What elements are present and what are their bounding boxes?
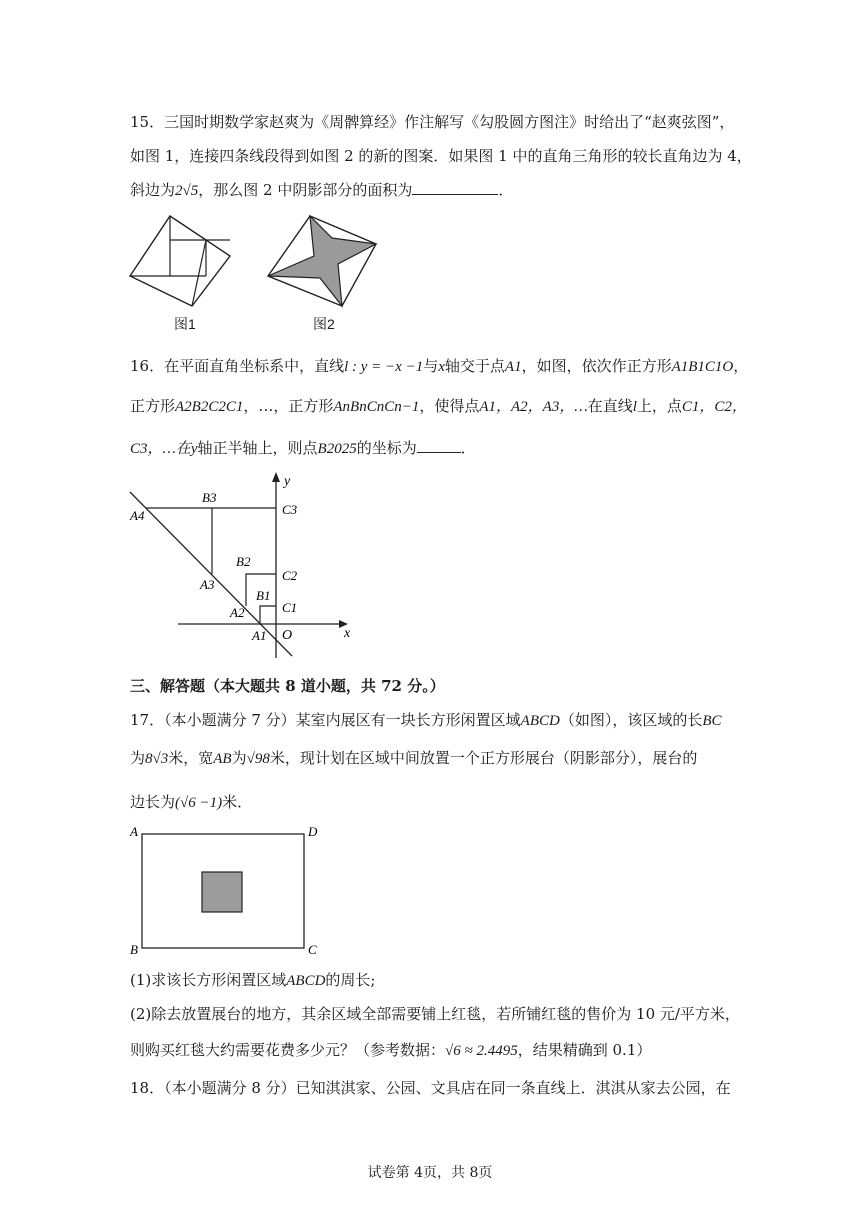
q17-line-3: 边长为(√6 −1)米． <box>130 793 253 811</box>
q17-part-2-line-1: (2)除去放置展台的地方，其余区域全部需要铺上红毯，若所铺红毯的售价为 10 元/平方米， <box>130 1005 740 1023</box>
svg-text:y: y <box>284 474 291 489</box>
fig2-caption: 图2 <box>313 316 335 332</box>
svg-text:A4: A4 <box>130 508 145 523</box>
svg-text:C1: C1 <box>282 600 298 615</box>
q15-line-1: 15．三国时期数学家赵爽为《周髀算经》作注解写《勾股圆方图注》时给出了“赵爽弦图”， <box>130 113 735 131</box>
svg-text:O: O <box>282 628 293 643</box>
q17-line-2: 为8√3米，宽AB为√98米，现计划在区域中间放置一个正方形展台（阴影部分），展台的 <box>130 749 698 767</box>
q17-line-1: 17．（本小题满分 7 分）某室内展区有一块长方形闲置区域ABCD（如图），该区域的长BC <box>130 711 722 729</box>
answer-blank-15 <box>412 180 498 195</box>
fig1-caption: 图1 <box>174 316 196 332</box>
answer-blank-16 <box>417 438 461 453</box>
q16-coordinate-figure <box>126 472 366 664</box>
q15-figure-1 <box>124 210 236 310</box>
q17-part-2-line-2: 则购买红毯大约需要花费多少元？（参考数据：√6 ≈ 2.4495，结果精确到 0.1） <box>130 1041 652 1059</box>
svg-text:A2: A2 <box>230 605 245 620</box>
svg-text:B1: B1 <box>256 588 271 603</box>
q16-line-2: 正方形A2B2C2C1，…，正方形AnBnCnCn−1，使得点A1，A2，A3，…在直线l上，点C1，C2， <box>130 397 747 415</box>
svg-text:A: A <box>130 824 138 839</box>
svg-text:B2: B2 <box>236 554 251 569</box>
q15-line-3: 斜边为2√5，那么图 2 中阴影部分的面积为 ． <box>130 181 514 199</box>
svg-text:A1: A1 <box>252 628 267 643</box>
svg-text:C2: C2 <box>282 568 298 583</box>
section-3-heading: 三、解答题（本大题共 8 道小题，共 72 分。） <box>130 677 445 695</box>
svg-text:B: B <box>130 942 138 957</box>
svg-text:C3: C3 <box>282 502 298 517</box>
q18-line-1: 18．（本小题满分 8 分）已知淇淇家、公园、文具店在同一条直线上．淇淇从家去公园，在 <box>130 1079 731 1097</box>
hypotenuse-value: 2√5 <box>175 183 199 199</box>
shaded-region <box>268 216 376 306</box>
q16-line-3: C3，…在y轴正半轴上，则点B2025的坐标为 ． <box>130 439 476 457</box>
page-footer: 试卷第 4页，共 8页 <box>367 1165 493 1181</box>
svg-text:x: x <box>344 626 351 641</box>
svg-text:D: D <box>308 824 318 839</box>
q16-line-1: 16．在平面直角坐标系中，直线l : y = −x −1与x轴交于点A1，如图，依次作正方形A1B1C1O， <box>130 357 749 375</box>
svg-text:A3: A3 <box>200 577 215 592</box>
q17-part-1: (1)求该长方形闲置区域ABCD的周长; <box>130 971 376 989</box>
display-stand <box>202 872 242 912</box>
q15-figure-2 <box>262 210 384 310</box>
q17-rectangle-figure <box>126 822 326 958</box>
q15-line-2: 如图 1，连接四条线段得到如图 2 的新的图案．如果图 1 中的直角三角形的较长直角边为 4， <box>130 147 752 165</box>
svg-text:C: C <box>308 942 317 957</box>
svg-text:B3: B3 <box>202 490 217 505</box>
